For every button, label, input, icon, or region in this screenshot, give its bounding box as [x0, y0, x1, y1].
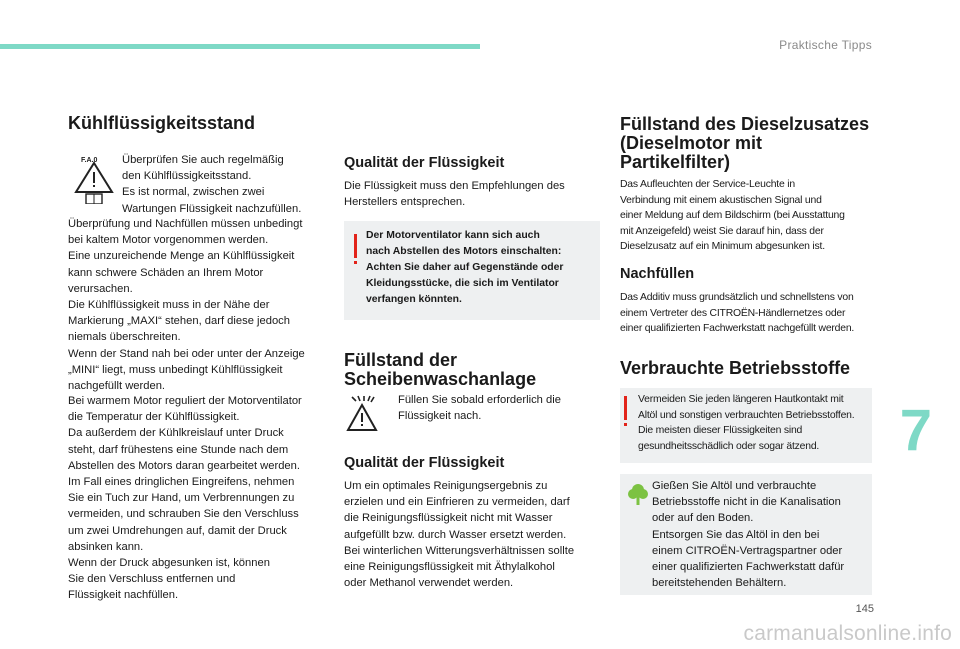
- fluid-quality-heading: Qualität der Flüssigkeit: [344, 155, 505, 171]
- tree-icon: [626, 482, 650, 506]
- diesel-additive-title: Füllstand des Dieselzusatzes (Dieselmotor mit Partikelfilter): [620, 114, 870, 172]
- diesel-additive-text: Das Aufleuchten der Service-Leuchte in Verbindung mit einem akustischen Signal und einer Meldung auf dem Bildschirm (bei Ausstattung mit Anzeigefeld) weist Sie darauf hin, dass der Dieselzusatz auf ein Minimum abgesunken ist.: [620, 179, 845, 252]
- fluid-quality-text: Die Flüssigkeit muss den Empfehlungen des Herstellers entsprechen.: [344, 180, 565, 209]
- coolant-warning-icon: [72, 154, 116, 204]
- washer-title: Füllstand der Scheibenwaschanlage: [344, 350, 537, 389]
- chapter-number: 7: [899, 398, 932, 463]
- coolant-paragraph-1: Überprüfung und Nachfüllen müssen unbedingt bei kaltem Motor vorgenommen werden. Eine unzureichende Menge an Kühlflüssigkeit kann schwere Schäden an Ihrem Motor verursachen. Die Kühlflüssigkeit muss in der Nähe der Markierung „MAXI“ stehen, darf diese jedoch niemals überschreiten. Wenn der Stand nah bei oder unter der Anzeige „MINI“ liegt, muss unbedingt Kühlflüssigkeit nachgefüllt werden.: [68, 218, 305, 393]
- skin-contact-warning-text: Vermeiden Sie jeden längeren Hautkontakt mit Altöl und sonstigen verbrauchten Betriebsstoffen. Die meisten dieser Flüssigkeiten sind gesundheitsschädlich oder sogar ätzend.: [638, 394, 855, 452]
- section-title: Praktische Tipps: [779, 38, 872, 52]
- washer-quality-text: Um ein optimales Reinigungsergebnis zu erzielen und ein Einfrieren zu vermeiden, darf die Reinigungsflüssigkeit nicht mit Wasser aufgefüllt bzw. durch Wasser ersetzt werden. Bei winterlichen Witterungsverhältnissen sollte eine Reinigungsflüssigkeit mit Äthylalkohol oder Methanol verwendet werden.: [344, 480, 575, 590]
- used-fluids-title: Verbrauchte Betriebsstoffe: [620, 358, 851, 378]
- warning-exclamation-icon: [624, 396, 627, 420]
- watermark: carmanualsonline.info: [743, 622, 952, 645]
- coolant-paragraph-2: Bei warmem Motor reguliert der Motorventilator die Temperatur der Kühlflüssigkeit. Da außerdem der Kühlkreislauf unter Druck steht, darf frühestens eine Stunde nach dem Abstellen des Motors daran gearbeitet werden. Im Fall eines dringlichen Eingreifens, nehmen Sie ein Tuch zur Hand, um Verbrennungen zu vermeiden, und schrauben Sie den Verschluss um zwei Umdrehungen auf, damit der Druck absinken kann. Wenn der Druck abgesunken ist, können Sie den Verschluss entfernen und Flüssigkeit nachfüllen.: [68, 395, 302, 602]
- fan-warning-text: Der Motorventilator kann sich auch nach Abstellen des Motors einschalten: Achten Sie daher auf Gegenstände oder Kleidungsstücke, die sich im Ventilator verfangen könnten.: [366, 230, 564, 305]
- refill-heading: Nachfüllen: [620, 266, 695, 282]
- skin-contact-warning-box: [620, 388, 872, 463]
- environment-note-text: Gießen Sie Altöl und verbrauchte Betriebsstoffe nicht in die Kanalisation oder auf den Boden. Entsorgen Sie das Altöl in den bei einem CITROËN-Vertragspartner oder einer qualifizierten Fachwerkstatt dafür bereitstehenden Behältern.: [652, 480, 845, 590]
- svg-text:F.A.0: F.A.0: [81, 157, 98, 164]
- coolant-title: Kühlflüssigkeitsstand: [68, 113, 256, 133]
- refill-text: Das Additiv muss grundsätzlich und schnellstens von einem Vertreter des CITROËN-Händlernetzes oder einer qualifizierten Fachwerkstatt nachgefüllt werden.: [620, 292, 855, 334]
- washer-quality-heading: Qualität der Flüssigkeit: [344, 455, 505, 471]
- washer-note: Füllen Sie sobald erforderlich die Flüssigkeit nach.: [398, 394, 561, 423]
- environment-note-box: [620, 474, 872, 595]
- warning-exclamation-icon: [354, 234, 357, 258]
- header-accent-bar: [0, 44, 480, 49]
- page-number: 145: [855, 603, 874, 615]
- coolant-note: Überprüfen Sie auch regelmäßig den Kühlflüssigkeitsstand. Es ist normal, zwischen zwei Wartungen Flüssigkeit nachzufüllen.: [122, 154, 302, 215]
- washer-warning-icon: [346, 394, 378, 434]
- fan-warning-box: [344, 221, 600, 320]
